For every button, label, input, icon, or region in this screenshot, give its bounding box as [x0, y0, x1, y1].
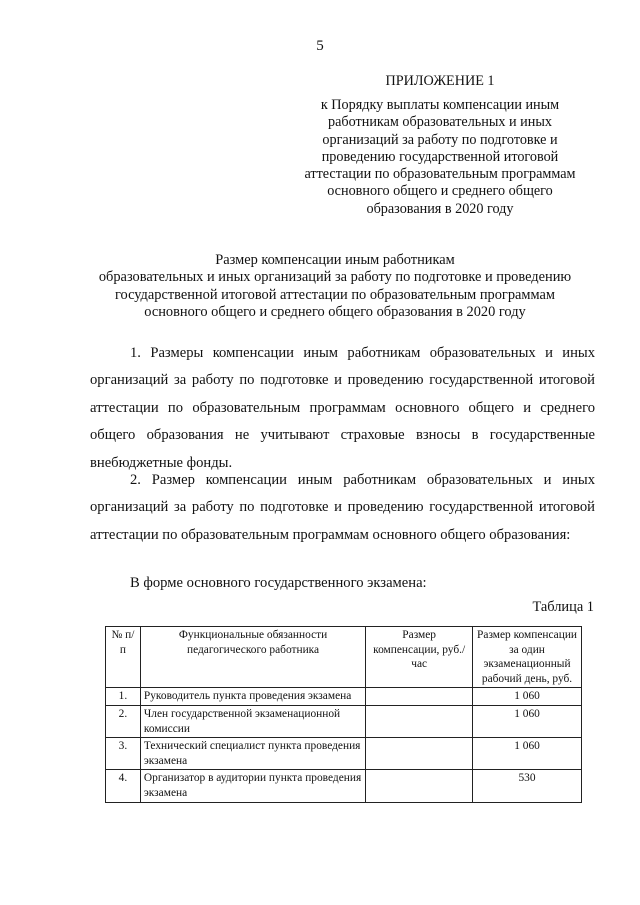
appendix-title: ПРИЛОЖЕНИЕ 1 — [385, 73, 495, 89]
table-row — [106, 705, 582, 737]
table-row — [106, 770, 582, 802]
title-line: основного общего и среднего общего образования в 2020 году — [144, 304, 526, 321]
row-number: 4. — [106, 770, 141, 802]
header-number: № п/п — [106, 627, 141, 688]
row-rate-day: 530 — [473, 770, 582, 802]
appendix-line: проведению государственной итоговой — [321, 148, 559, 165]
paragraph-2: 2. Размер компенсации иным работникам образовательных и иных организаций за работу по подготовке и проведению государственной итоговой аттестации по образовательным программам основного общего образования: — [90, 472, 595, 543]
document-title — [70, 252, 600, 322]
appendix-reference — [290, 97, 590, 218]
paragraph-1: 1. Размеры компенсации иным работникам образовательных и иных организаций за работу по подготовке и проведению государственной итоговой аттестации по образовательным программам основного общего и среднего общего образования не учитывают страховые взносы в государственные внебюджетные фонды. — [90, 345, 595, 471]
title-line: государственной итоговой аттестации по образовательным программам — [114, 286, 556, 303]
page-number: 5 — [316, 38, 324, 54]
header-rate-day: Размер компенсации за один экзаменационный рабочий день, руб. — [473, 627, 582, 688]
row-number: 1. — [106, 688, 141, 706]
appendix-line: образования в 2020 году — [366, 200, 514, 217]
row-rate-hour — [366, 688, 473, 706]
table-row — [106, 688, 582, 706]
header-rate-hour: Размер компенсации, руб./час — [366, 627, 473, 688]
row-rate-hour — [366, 738, 473, 770]
row-rate-hour — [366, 705, 473, 737]
row-number: 2. — [106, 705, 141, 737]
row-duty: Технический специалист пункта проведения экзамена — [140, 738, 365, 770]
appendix-line: организаций за работу по подготовке и — [322, 131, 558, 148]
row-duty: Руководитель пункта проведения экзамена — [140, 688, 365, 706]
row-rate-day: 1 060 — [473, 738, 582, 770]
row-rate-hour — [366, 770, 473, 802]
table-header-row — [106, 627, 582, 688]
row-rate-day: 1 060 — [473, 705, 582, 737]
title-line: Размер компенсации иным работникам — [215, 252, 455, 268]
table-row — [106, 738, 582, 770]
row-duty: Организатор в аудитории пункта проведения экзамена — [140, 770, 365, 802]
row-number: 3. — [106, 738, 141, 770]
appendix-line: к Порядку выплаты компенсации иным — [320, 97, 560, 113]
title-line: образовательных и иных организаций за работу по подготовке и проведению — [98, 269, 572, 286]
paragraph-3: В форме основного государственного экзамена: — [130, 575, 427, 591]
row-duty: Член государственной экзаменационной комиссии — [140, 705, 365, 737]
row-rate-day: 1 060 — [473, 688, 582, 706]
table-label: Таблица 1 — [532, 599, 594, 615]
appendix-line: работникам образовательных и иных — [328, 114, 552, 131]
appendix-line: основного общего и среднего общего — [327, 183, 553, 200]
header-duty: Функциональные обязанности педагогического работника — [140, 627, 365, 688]
appendix-line: аттестации по образовательным программам — [304, 166, 576, 183]
compensation-table — [105, 626, 582, 803]
